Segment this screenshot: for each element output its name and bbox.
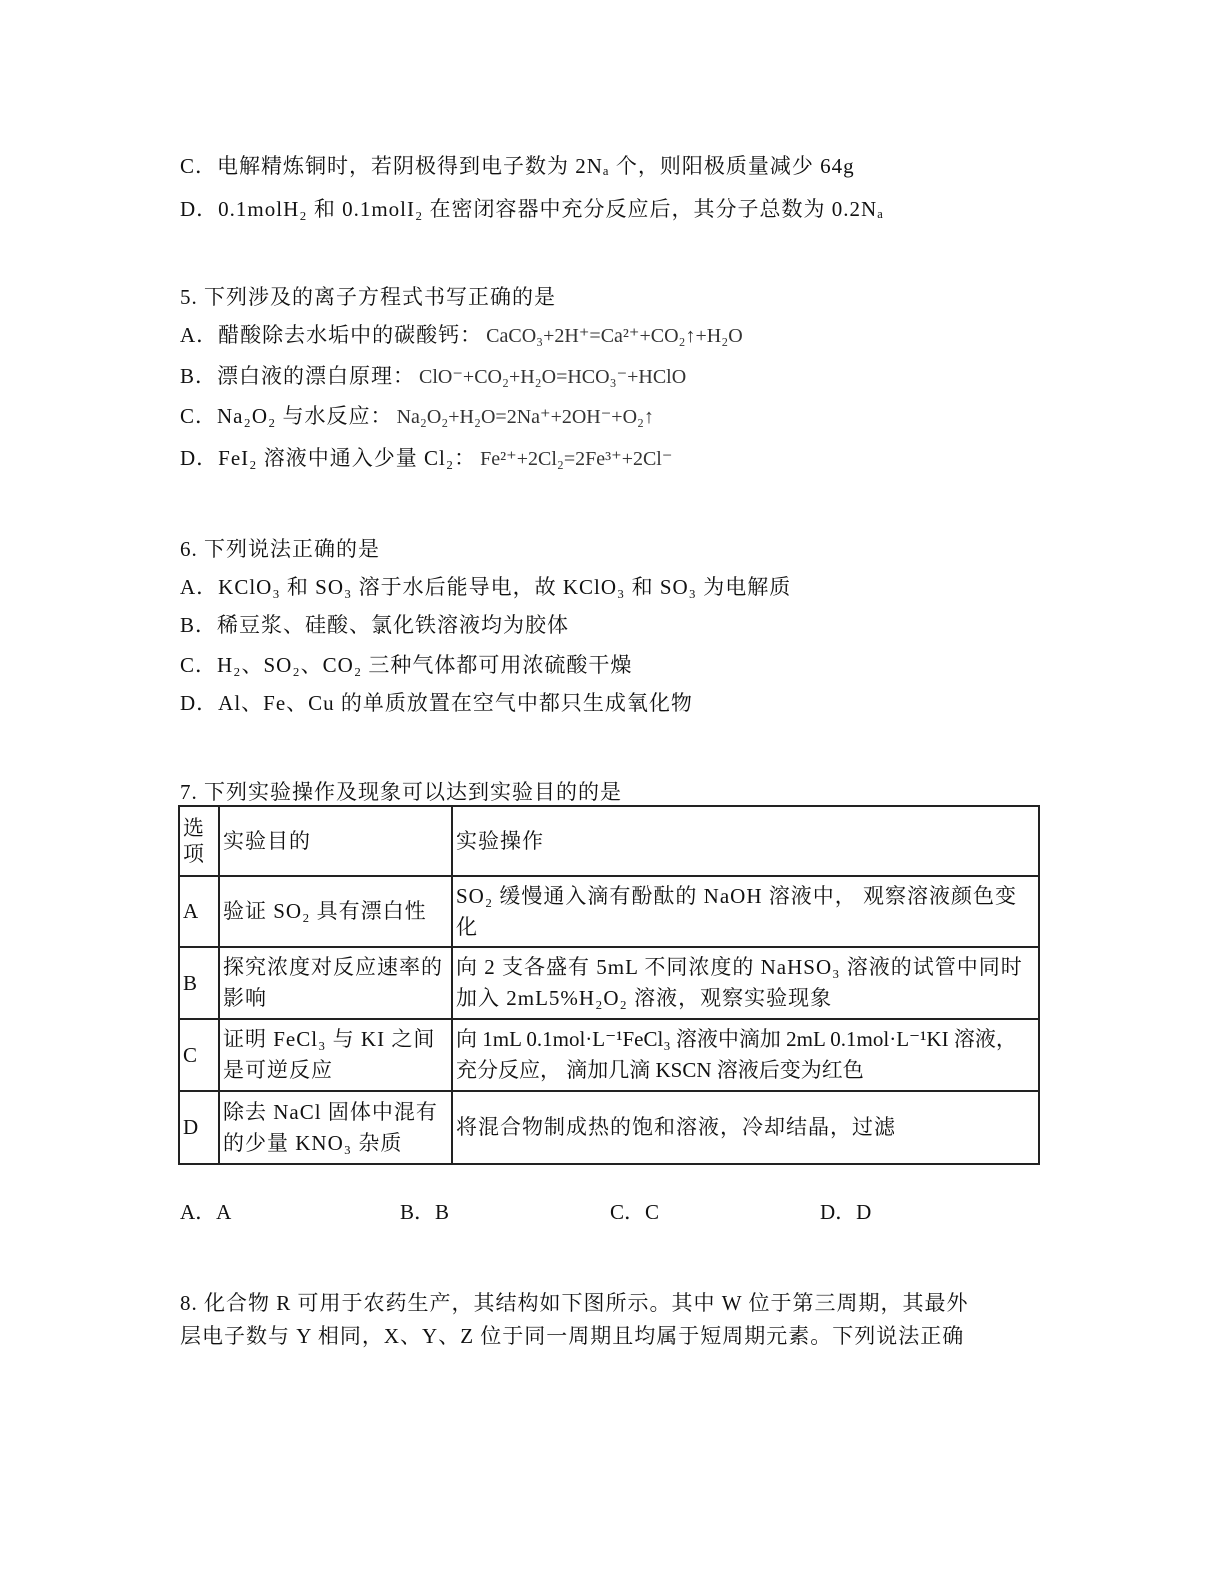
cell-goal: 除去 NaCl 固体中混有的少量 KNO₃ 杂质 — [219, 1091, 452, 1164]
cell-operation: 向 2 支各盛有 5mL 不同浓度的 NaHSO₃ 溶液的试管中同时加入 2mL5%H₂O₂ 溶液，观察实验现象 — [452, 947, 1039, 1019]
equation: Na₂O₂+H₂O=2Na⁺+2OH⁻+O₂↑ — [396, 406, 654, 428]
cell-goal: 证明 FeCl₃ 与 KI 之间是可逆反应 — [219, 1019, 452, 1091]
table-row — [179, 1091, 1039, 1164]
cell-goal: 探究浓度对反应速率的影响 — [219, 947, 452, 1019]
q7-answer-d: D．D — [820, 1200, 872, 1224]
q5-option-d — [180, 442, 672, 472]
option-label: C．Na₂O₂ 与水反应： — [180, 404, 393, 428]
q8-stem-line2: 层电子数与 Y 相同，X、Y、Z 位于同一周期且均属于短周期元素。下列说法正确 — [180, 1324, 965, 1348]
q7-answer-c: C．C — [610, 1200, 660, 1224]
table-row — [179, 876, 1039, 947]
cell-goal: 验证 SO₂ 具有漂白性 — [219, 876, 452, 947]
table-row — [179, 947, 1039, 1019]
q7-table — [178, 805, 1040, 1165]
q5-stem: 5. 下列涉及的离子方程式书写正确的是 — [180, 285, 556, 309]
option-label: B．漂白液的漂白原理： — [180, 364, 416, 388]
q5-option-c — [180, 400, 654, 430]
option-label: A．醋酸除去水垢中的碳酸钙： — [180, 323, 483, 347]
q6-stem: 6. 下列说法正确的是 — [180, 537, 380, 561]
q6-option-c: C．H₂、SO₂、CO₂ 三种气体都可用浓硫酸干燥 — [180, 653, 633, 677]
cell-option: D — [179, 1091, 219, 1164]
cell-operation: 向 1mL 0.1mol·L⁻¹FeCl₃ 溶液中滴加 2mL 0.1mol·L⁻¹KI 溶液， 充分反应， 滴加几滴 KSCN 溶液后变为红色 — [452, 1019, 1039, 1091]
equation: ClO⁻+CO₂+H₂O=HCO₃⁻+HClO — [419, 366, 687, 388]
q6-option-a: A．KClO₃ 和 SO₃ 溶于水后能导电，故 KClO₃ 和 SO₃ 为电解质 — [180, 575, 792, 599]
cell-option: B — [179, 947, 219, 1019]
equation: CaCO₃+2H⁺=Ca²⁺+CO₂↑+H₂O — [486, 325, 743, 347]
q4-option-c: C．电解精炼铜时，若阴极得到电子数为 2Nₐ 个，则阳极质量减少 64g — [180, 154, 855, 178]
q4-option-d: D．0.1molH₂ 和 0.1molI₂ 在密闭容器中充分反应后，其分子总数为 0.2Nₐ — [180, 197, 884, 221]
table-row — [179, 1019, 1039, 1091]
q7-stem: 7. 下列实验操作及现象可以达到实验目的的是 — [180, 780, 622, 804]
header-option: 选项 — [179, 806, 219, 876]
cell-option: A — [179, 876, 219, 947]
q5-option-a — [180, 319, 743, 349]
q6-option-d: D．Al、Fe、Cu 的单质放置在空气中都只生成氧化物 — [180, 691, 693, 715]
cell-operation: SO₂ 缓慢通入滴有酚酞的 NaOH 溶液中， 观察溶液颜色变化 — [452, 876, 1039, 947]
option-label: D．FeI₂ 溶液中通入少量 Cl₂： — [180, 446, 477, 470]
equation: Fe²⁺+2Cl₂=2Fe³⁺+2Cl⁻ — [480, 448, 673, 470]
q8-stem-line1: 8. 化合物 R 可用于农药生产，其结构如下图所示。其中 W 位于第三周期，其最外 — [180, 1291, 969, 1315]
cell-option: C — [179, 1019, 219, 1091]
q6-option-b: B．稀豆浆、硅酸、氯化铁溶液均为胶体 — [180, 613, 570, 637]
table-header-row — [179, 806, 1039, 876]
cell-operation: 将混合物制成热的饱和溶液，冷却结晶，过滤 — [452, 1091, 1039, 1164]
q7-answer-a: A．A — [180, 1200, 232, 1224]
header-goal: 实验目的 — [219, 806, 452, 876]
q7-answer-b: B．B — [400, 1200, 450, 1224]
header-operation: 实验操作 — [452, 806, 1039, 876]
q5-option-b — [180, 360, 686, 390]
